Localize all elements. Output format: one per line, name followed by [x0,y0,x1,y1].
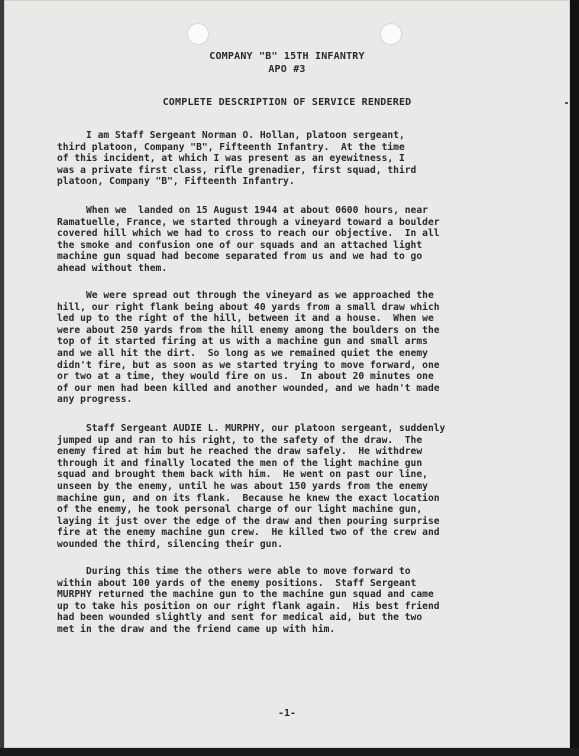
scan-border-right [570,0,579,756]
paragraph-3: We were spread out through the vineyard as we approached the hill, our right flank being about 40 yards from a small draw which led up to the right of the hill, between it and a house. When we were about 250 yards from the hill enemy among the boulders on the top of it started firing at us with a machine gun and small arms and we all hit the dirt. So long as we remained quiet the enemy didn't fire, but as soon as we started trying to move forward, one or two at a time, they would fire on us. In about 20 minutes one of our men had been killed and another wounded, and we hadn't made any progress. [57,290,440,406]
margin-mark [565,102,568,104]
document-title: COMPLETE DESCRIPTION OF SERVICE RENDERED [162,97,412,108]
document-page [4,0,570,748]
apo-heading: APO #3 [268,64,306,75]
paragraph-4: Staff Sergeant AUDIE L. MURPHY, our platoon sergeant, suddenly jumped up and ran to his right, to the safety of the draw. The enemy fired at him but he reached the draw safely. He withdrew through it and finally located the men of the light machine gun squad and brought them back with him. He went on past our line, unseen by the enemy, until he was about 150 yards from the enemy machine gun, and on its flank. Because he knew the exact location of the enemy, he took personal charge of our light machine gun, laying it just over the edge of the draw and then pouring surprise fire at the enemy machine gun crew. He killed two of the crew and wounded the third, silencing their gun. [57,423,446,550]
paragraph-1: I am Staff Sergeant Norman O. Hollan, platoon sergeant, third platoon, Company "B", Fifteenth Infantry. At the time of this incident, at which I was present as an eyewitness, I was a private first class, rifle grenadier, first squad, third platoon, Company "B", Fifteenth Infantry. [57,130,417,188]
scan-border-bottom [0,748,579,756]
punch-hole-right [381,24,401,44]
page-number: -1- [277,708,297,719]
company-heading: COMPANY "B" 15TH INFANTRY [209,51,365,62]
paragraph-2: When we landed on 15 August 1944 at about 0600 hours, near Ramatuelle, France, we started through a vineyard toward a boulder covered hill which we had to cross to reach our objective. In all the smoke and confusion one of our squads and an attached light machine gun squad had become separated from us and we had to go ahead without them. [57,205,440,274]
punch-hole-left [188,24,208,44]
paragraph-5: During this time the others were able to move forward to within about 100 yards of the enemy positions. Staff Sergeant MURPHY returned the machine gun to the machine gun squad and came up to take his position on our right flank again. His best friend had been wounded slightly and sent for medical aid, but the two met in the draw and the friend came up with him. [57,566,440,635]
